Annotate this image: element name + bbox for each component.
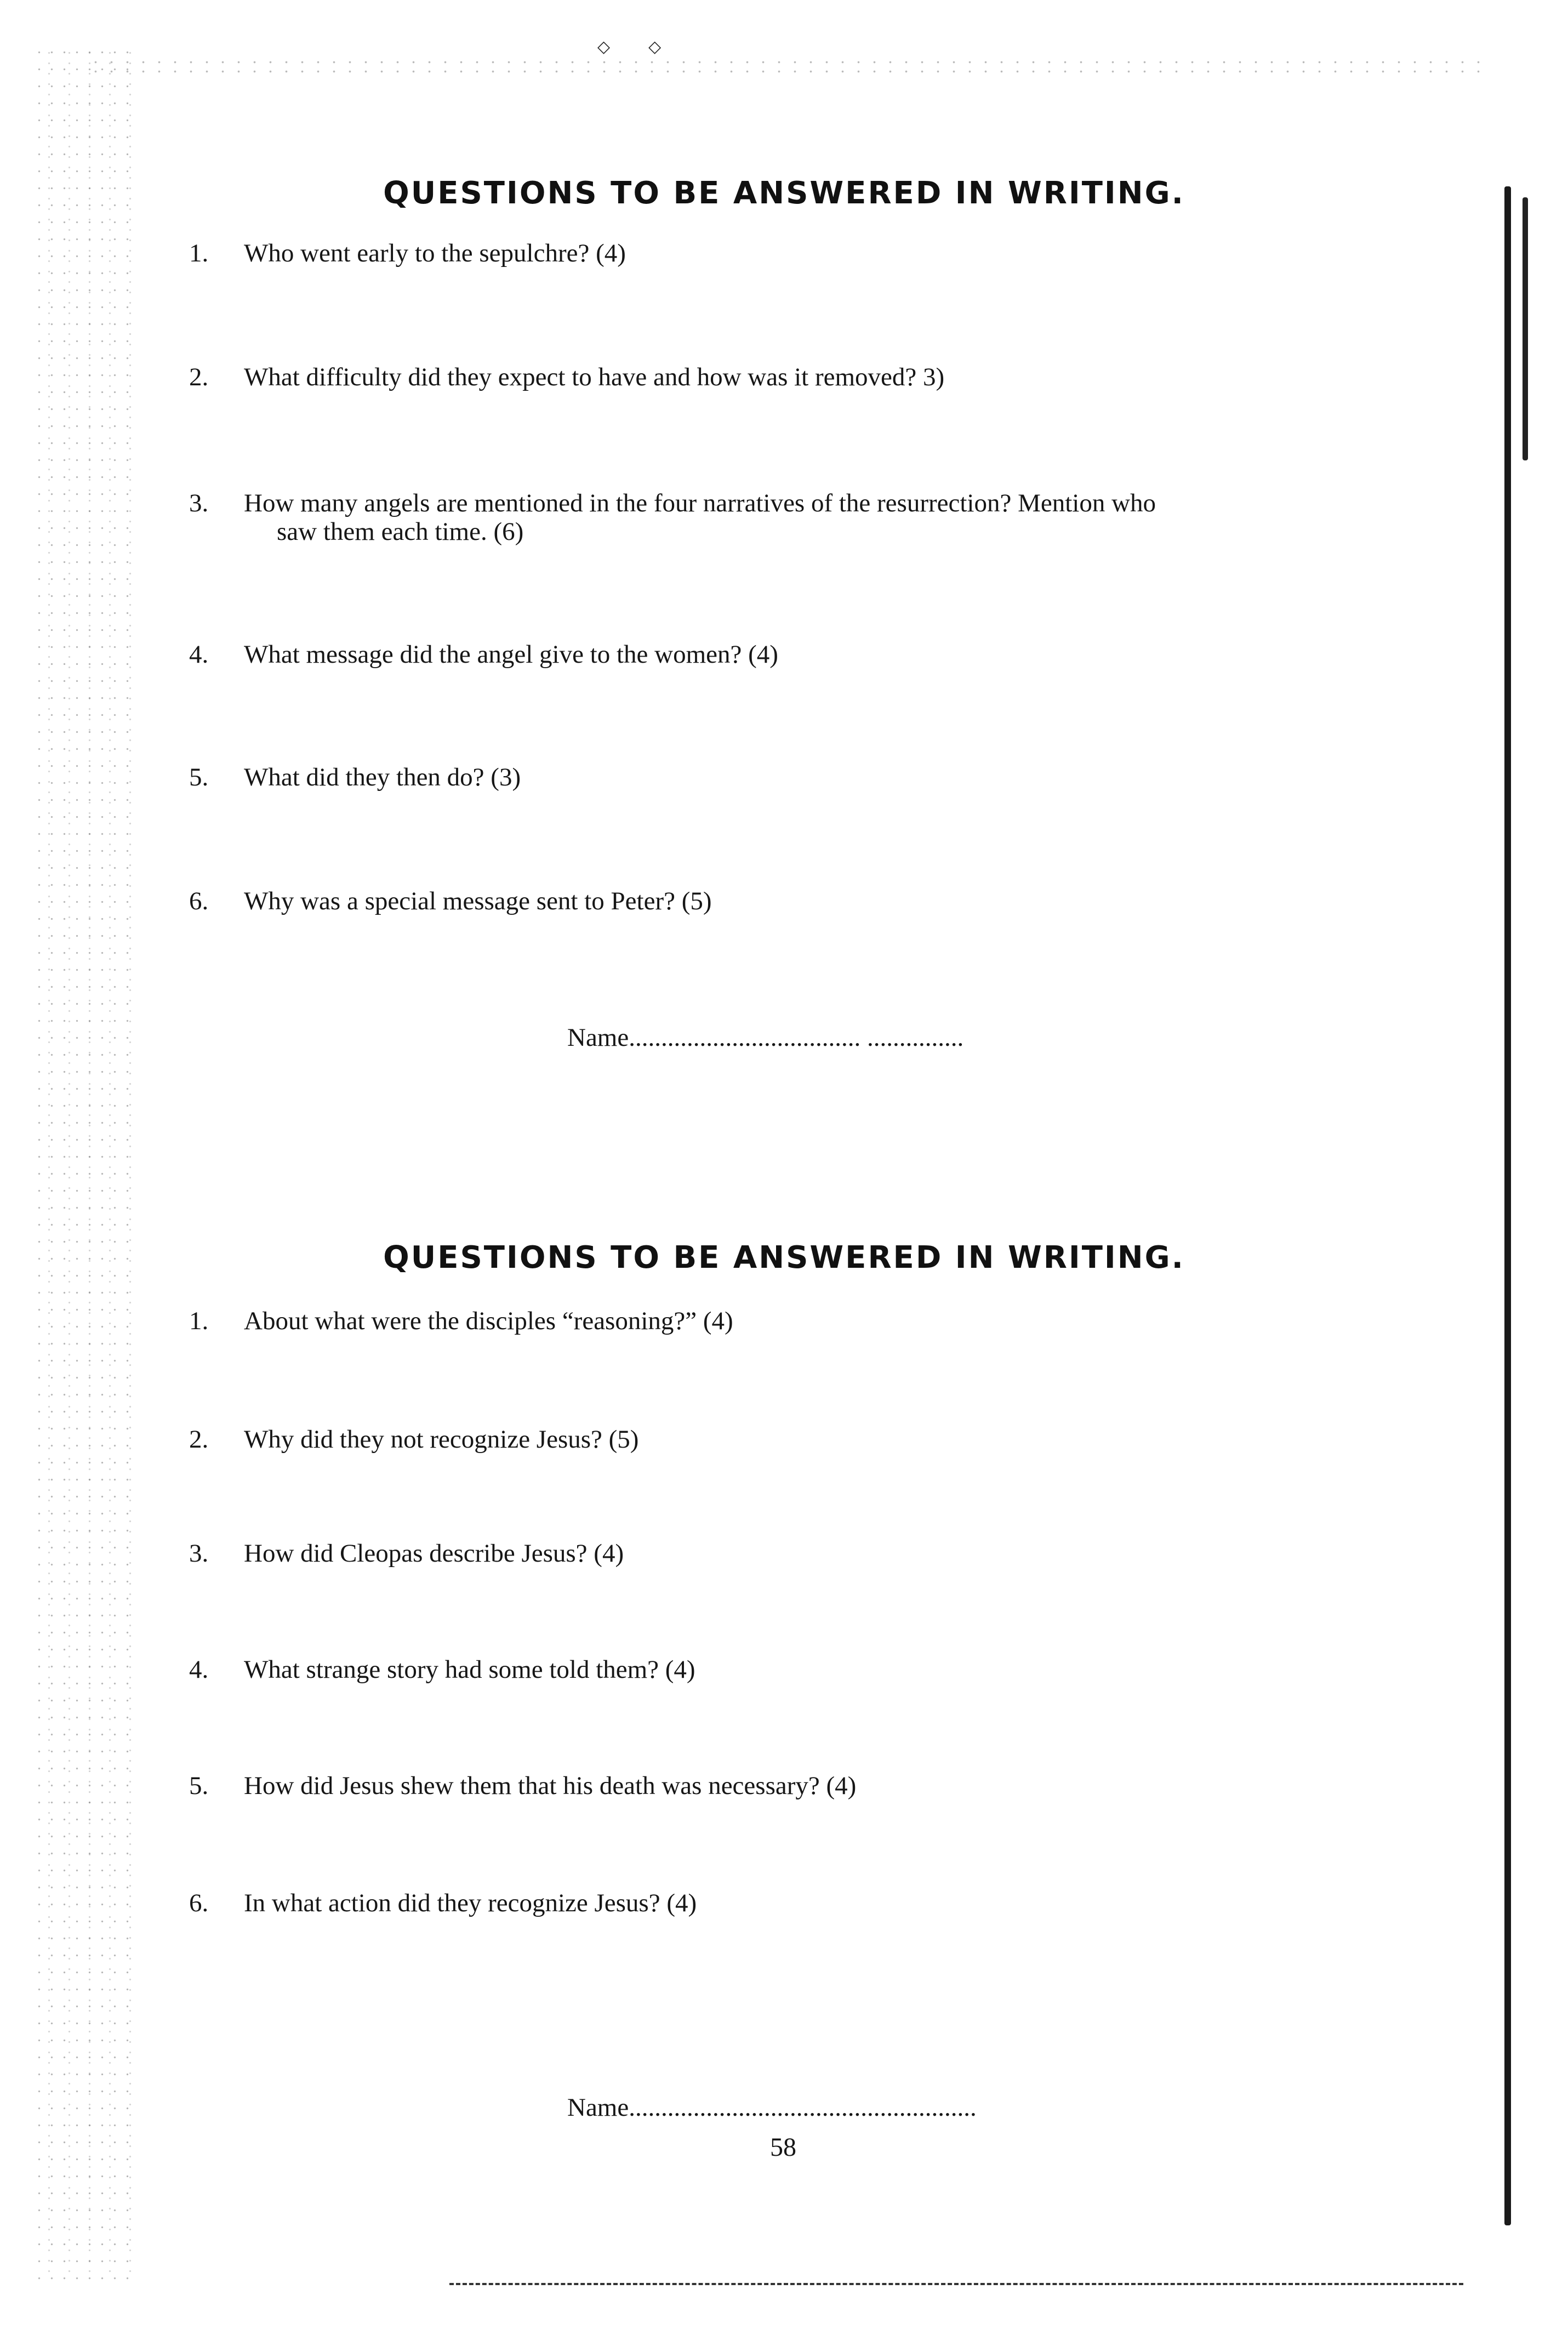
page-edge-right: [1504, 186, 1511, 2225]
question-number: 1.: [189, 239, 209, 267]
section1-name-line: Name.................................... ...............: [567, 1023, 964, 1052]
question-number: 4.: [189, 640, 209, 669]
question-number: 4.: [189, 1655, 209, 1684]
question-text: What strange story had some told them? (4): [244, 1655, 695, 1684]
scan-speckle-top: [88, 58, 1491, 76]
question-text: In what action did they recognize Jesus? (4): [244, 1889, 697, 1917]
question-text: Why did they not recognize Jesus? (5): [244, 1425, 639, 1454]
page-edge-right-upper: [1523, 197, 1528, 460]
question-number: 6.: [189, 887, 209, 915]
page-number: 58: [770, 2133, 796, 2162]
question-text: How did Cleopas describe Jesus? (4): [244, 1539, 624, 1568]
question-text: Why was a special message sent to Peter? (5): [244, 887, 712, 915]
question-text: Who went early to the sepulchre? (4): [244, 239, 626, 267]
question-text: What did they then do? (3): [244, 763, 521, 791]
question-number: 5.: [189, 763, 209, 791]
scan-speckle-left: [33, 44, 137, 2280]
question-number: 5.: [189, 1772, 209, 1800]
top-ornaments: ◇◇: [597, 38, 700, 56]
question-text: How did Jesus shew them that his death was necessary? (4): [244, 1772, 857, 1800]
question-number: 1.: [189, 1307, 209, 1335]
question-number: 2.: [189, 1425, 209, 1454]
question-text-continued: saw them each time. (6): [277, 517, 524, 546]
question-text-block: [244, 489, 1411, 546]
section1-heading: QUESTIONS TO BE ANSWERED IN WRITING.: [383, 175, 1185, 211]
question-number: 2.: [189, 363, 209, 391]
bottom-rule: [449, 2283, 1463, 2287]
question-text: What message did the angel give to the women? (4): [244, 640, 778, 669]
question-text: What difficulty did they expect to have and how was it removed? 3): [244, 363, 945, 391]
question-number: 3.: [189, 489, 209, 517]
question-text: How many angels are mentioned in the four narratives of the resurrection? Mention who: [244, 489, 1156, 517]
section2-name-line: Name......................................................: [567, 2093, 977, 2122]
question-text: About what were the disciples “reasoning?” (4): [244, 1307, 733, 1335]
question-number: 3.: [189, 1539, 209, 1568]
section2-heading: QUESTIONS TO BE ANSWERED IN WRITING.: [383, 1240, 1185, 1275]
question-number: 6.: [189, 1889, 209, 1917]
